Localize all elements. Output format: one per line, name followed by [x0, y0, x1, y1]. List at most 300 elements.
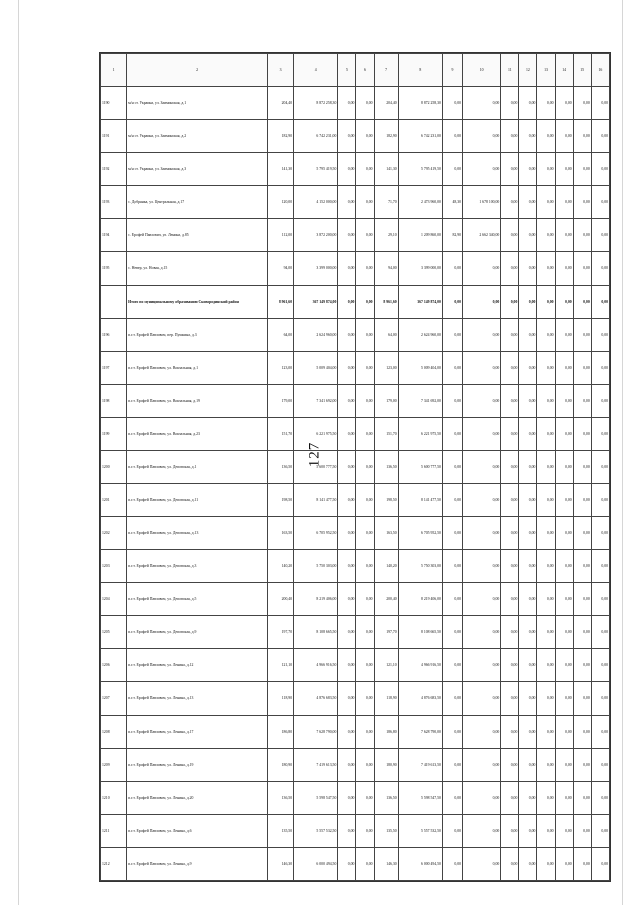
value-cell: 0,00 [442, 550, 462, 583]
value-cell: 0,00 [555, 715, 573, 748]
value-cell: 179,00 [267, 384, 293, 417]
value-cell: 0,00 [442, 748, 462, 781]
row-number-cell: 1210 [101, 781, 127, 814]
column-number-cell: 1 [101, 54, 127, 87]
address-cell: п.г.т. Ерофей Павлович, ул. Вокзальная, д.1 [127, 351, 268, 384]
value-cell: 0,00 [463, 417, 501, 450]
value-cell: 0,00 [338, 616, 356, 649]
value-cell: 0,00 [573, 450, 591, 483]
value-cell: 0,00 [338, 285, 356, 318]
value-cell: 0,00 [463, 285, 501, 318]
row-number-cell: 1212 [101, 847, 127, 880]
address-cell: с. Ерофей Павлович, ул. Ленина, д.85 [127, 219, 268, 252]
row-number-cell: 1208 [101, 715, 127, 748]
value-cell: 8 219 406,00 [398, 583, 442, 616]
value-cell: 0,00 [442, 847, 462, 880]
value-cell: 0,00 [555, 583, 573, 616]
row-number-cell: 1194 [101, 219, 127, 252]
value-cell: 0,00 [442, 417, 462, 450]
value-cell: 0,00 [573, 417, 591, 450]
value-cell: 0,00 [501, 87, 519, 120]
value-cell: 0,00 [591, 318, 609, 351]
table-row [101, 550, 610, 583]
value-cell: 0,00 [573, 318, 591, 351]
value-cell: 0,00 [519, 781, 537, 814]
value-cell: 0,00 [501, 153, 519, 186]
value-cell: 0,00 [501, 285, 519, 318]
value-cell: 140,20 [267, 550, 293, 583]
value-cell: 0,00 [501, 781, 519, 814]
table-row [101, 781, 610, 814]
value-cell: 0,00 [338, 649, 356, 682]
value-cell: 0,00 [501, 583, 519, 616]
value-cell: 0,00 [537, 682, 555, 715]
value-cell: 6 742 231,00 [294, 120, 338, 153]
table-row [101, 219, 610, 252]
address-cell: с. Добрянка, ул. Центральная, д.17 [127, 186, 268, 219]
value-cell: 0,00 [537, 384, 555, 417]
value-cell: 0,00 [501, 120, 519, 153]
address-cell: п.г.т. Ерофей Павлович, ул. Вокзальная, д.23 [127, 417, 268, 450]
value-cell: 0,00 [356, 484, 374, 517]
address-cell: п.г.т. Ерофей Павлович, ул. Деповская, д.1 [127, 450, 268, 483]
value-cell: 0,00 [463, 583, 501, 616]
value-cell: 0,00 [591, 715, 609, 748]
value-cell: 0,00 [573, 484, 591, 517]
row-number-cell: 1207 [101, 682, 127, 715]
value-cell: 0,00 [591, 120, 609, 153]
address-cell: п.г.т. Ерофей Павлович, ул. Ленина, д.9 [127, 847, 268, 880]
value-cell: 0,00 [555, 517, 573, 550]
value-cell: 186,80 [267, 715, 293, 748]
value-cell: 0,00 [519, 186, 537, 219]
value-cell: 0,00 [463, 450, 501, 483]
column-number-cell: 4 [294, 54, 338, 87]
value-cell: 182,90 [374, 120, 398, 153]
value-cell: 0,00 [537, 417, 555, 450]
value-cell: 94,00 [374, 252, 398, 285]
scan-edge-left [18, 0, 19, 905]
value-cell: 0,00 [501, 517, 519, 550]
value-cell: 0,00 [555, 649, 573, 682]
value-cell: 8 141 477,50 [294, 484, 338, 517]
row-number-cell: 1196 [101, 318, 127, 351]
value-cell: 0,00 [442, 682, 462, 715]
value-cell: 0,00 [442, 252, 462, 285]
row-number-cell: 1193 [101, 186, 127, 219]
value-cell: 0,00 [573, 252, 591, 285]
value-cell: 0,00 [463, 351, 501, 384]
value-cell: 0,00 [519, 450, 537, 483]
value-cell: 5 750 303,00 [398, 550, 442, 583]
value-cell: 121,10 [267, 649, 293, 682]
value-cell: 136,50 [267, 781, 293, 814]
value-cell: 0,00 [356, 450, 374, 483]
table-row [101, 748, 610, 781]
column-number-cell: 9 [442, 54, 462, 87]
row-number-cell: 1200 [101, 450, 127, 483]
value-cell: 0,00 [573, 748, 591, 781]
value-cell: 4 876 683,50 [294, 682, 338, 715]
column-number-cell: 3 [267, 54, 293, 87]
value-cell: 121,10 [374, 649, 398, 682]
value-cell: 0,00 [519, 847, 537, 880]
value-cell: 0,00 [519, 649, 537, 682]
value-cell: 0,00 [442, 285, 462, 318]
value-cell: 0,00 [555, 285, 573, 318]
address-cell: п.г.т. Ерофей Павлович, пер. Пушкина, д.3 [127, 318, 268, 351]
value-cell: 140,20 [374, 550, 398, 583]
value-cell: 0,00 [338, 748, 356, 781]
value-cell: 0,00 [519, 682, 537, 715]
value-cell: 0,00 [442, 153, 462, 186]
value-cell: 0,00 [463, 252, 501, 285]
value-cell: 0,00 [573, 847, 591, 880]
row-number-cell: 1199 [101, 417, 127, 450]
value-cell: 0,00 [519, 517, 537, 550]
table-row [101, 351, 610, 384]
value-cell: 0,00 [356, 649, 374, 682]
column-number-cell: 6 [356, 54, 374, 87]
value-cell: 0,00 [501, 384, 519, 417]
column-number-cell: 16 [591, 54, 609, 87]
value-cell: 0,00 [463, 87, 501, 120]
value-cell: 0,00 [591, 384, 609, 417]
value-cell: 0,00 [537, 748, 555, 781]
value-cell: 7 341 692,00 [398, 384, 442, 417]
value-cell: 141,30 [267, 153, 293, 186]
value-cell: 0,00 [356, 781, 374, 814]
value-cell: 0,00 [537, 649, 555, 682]
address-cell: п.г.т. Ерофей Павлович, ул. Деповская, д.5 [127, 583, 268, 616]
value-cell: 151,70 [267, 417, 293, 450]
value-cell: 0,00 [573, 781, 591, 814]
value-cell: 0,00 [591, 153, 609, 186]
value-cell: 0,00 [463, 484, 501, 517]
value-cell: 0,00 [338, 517, 356, 550]
value-cell: 0,00 [519, 484, 537, 517]
value-cell: 0,00 [501, 450, 519, 483]
value-cell: 0,00 [501, 318, 519, 351]
value-cell: 0,00 [338, 715, 356, 748]
row-number-cell: 1205 [101, 616, 127, 649]
value-cell: 0,00 [519, 153, 537, 186]
value-cell: 2 624 960,00 [398, 318, 442, 351]
value-cell: 64,00 [374, 318, 398, 351]
value-cell: 0,00 [591, 417, 609, 450]
value-cell: 0,00 [442, 384, 462, 417]
value-cell: 0,00 [555, 153, 573, 186]
value-cell: 7 419 613,50 [294, 748, 338, 781]
value-cell: 48,30 [442, 186, 462, 219]
address-cell: Итого по муниципальному образованию Сковородинский район [127, 285, 268, 318]
value-cell: 0,00 [463, 153, 501, 186]
value-cell: 0,00 [591, 517, 609, 550]
value-cell: 0,00 [537, 318, 555, 351]
value-cell: 0,00 [463, 715, 501, 748]
value-cell: 0,00 [555, 384, 573, 417]
value-cell: 5 557 532,50 [294, 814, 338, 847]
table-row [101, 153, 610, 186]
scan-edge-right [622, 0, 623, 905]
value-cell: 0,00 [442, 649, 462, 682]
value-cell: 1 678 100,00 [463, 186, 501, 219]
column-number-cell: 12 [519, 54, 537, 87]
value-cell: 0,00 [356, 517, 374, 550]
value-cell: 136,50 [267, 450, 293, 483]
value-cell: 0,00 [555, 450, 573, 483]
table-row [101, 583, 610, 616]
value-cell: 0,00 [519, 814, 537, 847]
value-cell: 8 872 258,30 [294, 87, 338, 120]
value-cell: 8 108 665,50 [398, 616, 442, 649]
value-cell: 0,00 [356, 384, 374, 417]
value-cell: 0,00 [555, 87, 573, 120]
table-row [101, 450, 610, 483]
address-cell: п.г.т. Ерофей Павлович, ул. Ленина, д.19 [127, 748, 268, 781]
value-cell: 0,00 [537, 120, 555, 153]
value-cell: 0,00 [537, 186, 555, 219]
value-cell: 0,00 [356, 153, 374, 186]
value-cell: 0,00 [338, 153, 356, 186]
value-cell: 0,00 [591, 781, 609, 814]
table-row [101, 517, 610, 550]
value-cell: 8 961,60 [267, 285, 293, 318]
value-cell: 0,00 [573, 351, 591, 384]
address-cell: п.г.т. Ерофей Павлович, ул. Ленина, д.6 [127, 814, 268, 847]
value-cell: 0,00 [442, 484, 462, 517]
value-cell: 3 872 200,00 [294, 219, 338, 252]
value-cell: 0,00 [501, 616, 519, 649]
value-cell: 112,00 [267, 219, 293, 252]
value-cell: 179,00 [374, 384, 398, 417]
row-number-cell: 1198 [101, 384, 127, 417]
value-cell: 186,80 [374, 715, 398, 748]
table-row [101, 417, 610, 450]
value-cell: 0,00 [573, 649, 591, 682]
value-cell: 0,00 [338, 781, 356, 814]
value-cell: 7 628 790,00 [398, 715, 442, 748]
value-cell: 0,00 [573, 814, 591, 847]
value-cell: 0,00 [338, 351, 356, 384]
row-number-cell: 1195 [101, 252, 127, 285]
value-cell: 0,00 [356, 351, 374, 384]
column-number-cell: 7 [374, 54, 398, 87]
value-cell: 0,00 [519, 318, 537, 351]
value-cell: 0,00 [519, 550, 537, 583]
value-cell: 0,00 [501, 484, 519, 517]
value-cell: 0,00 [591, 748, 609, 781]
value-cell: 5 009 404,00 [398, 351, 442, 384]
value-cell: 6 000 494,50 [294, 847, 338, 880]
value-cell: 180,90 [267, 748, 293, 781]
table-row [101, 814, 610, 847]
address-cell: м/н ст. Украина, ул. Заиминская, д.3 [127, 153, 268, 186]
value-cell: 5 600 777,50 [294, 450, 338, 483]
value-cell: 198,50 [267, 484, 293, 517]
value-cell: 0,00 [356, 318, 374, 351]
address-cell: с. Невер, ул. Новая, д.15 [127, 252, 268, 285]
value-cell: 0,00 [501, 814, 519, 847]
value-cell: 5 795 419,50 [398, 153, 442, 186]
value-cell: 0,00 [591, 814, 609, 847]
value-cell: 0,00 [537, 715, 555, 748]
value-cell: 7 419 613,50 [398, 748, 442, 781]
address-cell: п.г.т. Ерофей Павлович, ул. Деповская, д.11 [127, 484, 268, 517]
value-cell: 0,00 [573, 153, 591, 186]
value-cell: 0,00 [442, 715, 462, 748]
value-cell: 0,00 [573, 715, 591, 748]
value-cell: 4 152 000,00 [294, 186, 338, 219]
value-cell: 367 149 874,00 [398, 285, 442, 318]
value-cell: 0,00 [537, 583, 555, 616]
value-cell: 5 795 419,50 [294, 153, 338, 186]
value-cell: 0,00 [501, 682, 519, 715]
value-cell: 94,00 [267, 252, 293, 285]
register-table-grid [100, 53, 610, 881]
value-cell: 5 600 777,50 [398, 450, 442, 483]
column-number-cell: 14 [555, 54, 573, 87]
value-cell: 0,00 [591, 351, 609, 384]
value-cell: 0,00 [338, 252, 356, 285]
address-cell: п.г.т. Ерофей Павлович, ул. Деповская, д.9 [127, 616, 268, 649]
value-cell: 135,50 [267, 814, 293, 847]
address-cell: п.г.т. Ерофей Павлович, ул. Ленина, д.17 [127, 715, 268, 748]
value-cell: 0,00 [463, 550, 501, 583]
value-cell: 0,00 [519, 219, 537, 252]
table-row [101, 120, 610, 153]
value-cell: 0,00 [555, 219, 573, 252]
value-cell: 0,00 [356, 87, 374, 120]
value-cell: 0,00 [591, 219, 609, 252]
value-cell: 0,00 [356, 715, 374, 748]
value-cell: 0,00 [501, 219, 519, 252]
value-cell: 200,40 [267, 583, 293, 616]
value-cell: 0,00 [442, 517, 462, 550]
value-cell: 0,00 [573, 219, 591, 252]
table-row [101, 682, 610, 715]
value-cell: 0,00 [442, 318, 462, 351]
value-cell: 6 742 231,00 [398, 120, 442, 153]
value-cell: 0,00 [573, 285, 591, 318]
row-number-cell [101, 285, 127, 318]
value-cell: 0,00 [338, 120, 356, 153]
value-cell: 0,00 [338, 583, 356, 616]
table-row [101, 87, 610, 120]
value-cell: 0,00 [537, 450, 555, 483]
value-cell: 6 000 494,50 [398, 847, 442, 880]
value-cell: 180,90 [374, 748, 398, 781]
column-number-cell: 8 [398, 54, 442, 87]
value-cell: 0,00 [501, 252, 519, 285]
value-cell: 0,00 [463, 814, 501, 847]
value-cell: 8 872 258,30 [398, 87, 442, 120]
value-cell: 0,00 [463, 384, 501, 417]
value-cell: 0,00 [537, 550, 555, 583]
value-cell: 0,00 [573, 682, 591, 715]
value-cell: 0,00 [356, 616, 374, 649]
column-number-cell: 13 [537, 54, 555, 87]
value-cell: 5 009 404,00 [294, 351, 338, 384]
value-cell: 0,00 [573, 87, 591, 120]
value-cell: 4 966 916,50 [294, 649, 338, 682]
value-cell: 0,00 [537, 781, 555, 814]
value-cell: 0,00 [442, 616, 462, 649]
value-cell: 0,00 [442, 87, 462, 120]
table-row [101, 186, 610, 219]
value-cell: 0,00 [555, 484, 573, 517]
value-cell: 0,00 [555, 318, 573, 351]
value-cell: 0,00 [501, 417, 519, 450]
row-number-cell: 1190 [101, 87, 127, 120]
value-cell: 0,00 [356, 814, 374, 847]
value-cell: 3 399 000,00 [398, 252, 442, 285]
value-cell: 5 557 532,50 [398, 814, 442, 847]
value-cell: 0,00 [591, 616, 609, 649]
table-row [101, 318, 610, 351]
value-cell: 182,90 [267, 120, 293, 153]
value-cell: 0,00 [519, 252, 537, 285]
value-cell: 0,00 [442, 120, 462, 153]
value-cell: 0,00 [591, 186, 609, 219]
value-cell: 0,00 [537, 219, 555, 252]
column-number-row [101, 54, 610, 87]
value-cell: 7 341 692,00 [294, 384, 338, 417]
column-number-cell: 5 [338, 54, 356, 87]
value-cell: 0,00 [519, 583, 537, 616]
value-cell: 0,00 [338, 186, 356, 219]
value-cell: 0,00 [338, 318, 356, 351]
value-cell: 0,00 [442, 781, 462, 814]
value-cell: 0,00 [519, 417, 537, 450]
value-cell: 0,00 [537, 285, 555, 318]
value-cell: 146,30 [374, 847, 398, 880]
address-cell: п.г.т. Ерофей Павлович, ул. Деповская, д.3 [127, 550, 268, 583]
value-cell: 0,00 [501, 847, 519, 880]
value-cell: 0,00 [519, 384, 537, 417]
value-cell: 8 141 477,50 [398, 484, 442, 517]
value-cell: 0,00 [519, 748, 537, 781]
value-cell: 3 399 000,00 [294, 252, 338, 285]
column-number-cell: 15 [573, 54, 591, 87]
value-cell: 0,00 [463, 682, 501, 715]
value-cell: 0,00 [591, 87, 609, 120]
value-cell: 0,00 [338, 384, 356, 417]
column-number-cell: 11 [501, 54, 519, 87]
value-cell: 200,40 [374, 583, 398, 616]
value-cell: 204,40 [374, 87, 398, 120]
value-cell: 0,00 [591, 649, 609, 682]
value-cell: 0,00 [591, 285, 609, 318]
value-cell: 141,30 [374, 153, 398, 186]
value-cell: 7 628 790,00 [294, 715, 338, 748]
value-cell: 0,00 [501, 715, 519, 748]
value-cell: 2 473 960,00 [398, 186, 442, 219]
value-cell: 0,00 [573, 616, 591, 649]
column-number-cell: 10 [463, 54, 501, 87]
value-cell: 0,00 [555, 814, 573, 847]
value-cell: 0,00 [338, 814, 356, 847]
value-cell: 0,00 [356, 417, 374, 450]
value-cell: 0,00 [573, 583, 591, 616]
value-cell: 0,00 [537, 517, 555, 550]
value-cell: 8 108 665,50 [294, 616, 338, 649]
value-cell: 146,30 [267, 847, 293, 880]
value-cell: 204,40 [267, 87, 293, 120]
value-cell: 0,00 [356, 550, 374, 583]
value-cell: 0,00 [591, 682, 609, 715]
page-number: 127 [306, 441, 323, 468]
